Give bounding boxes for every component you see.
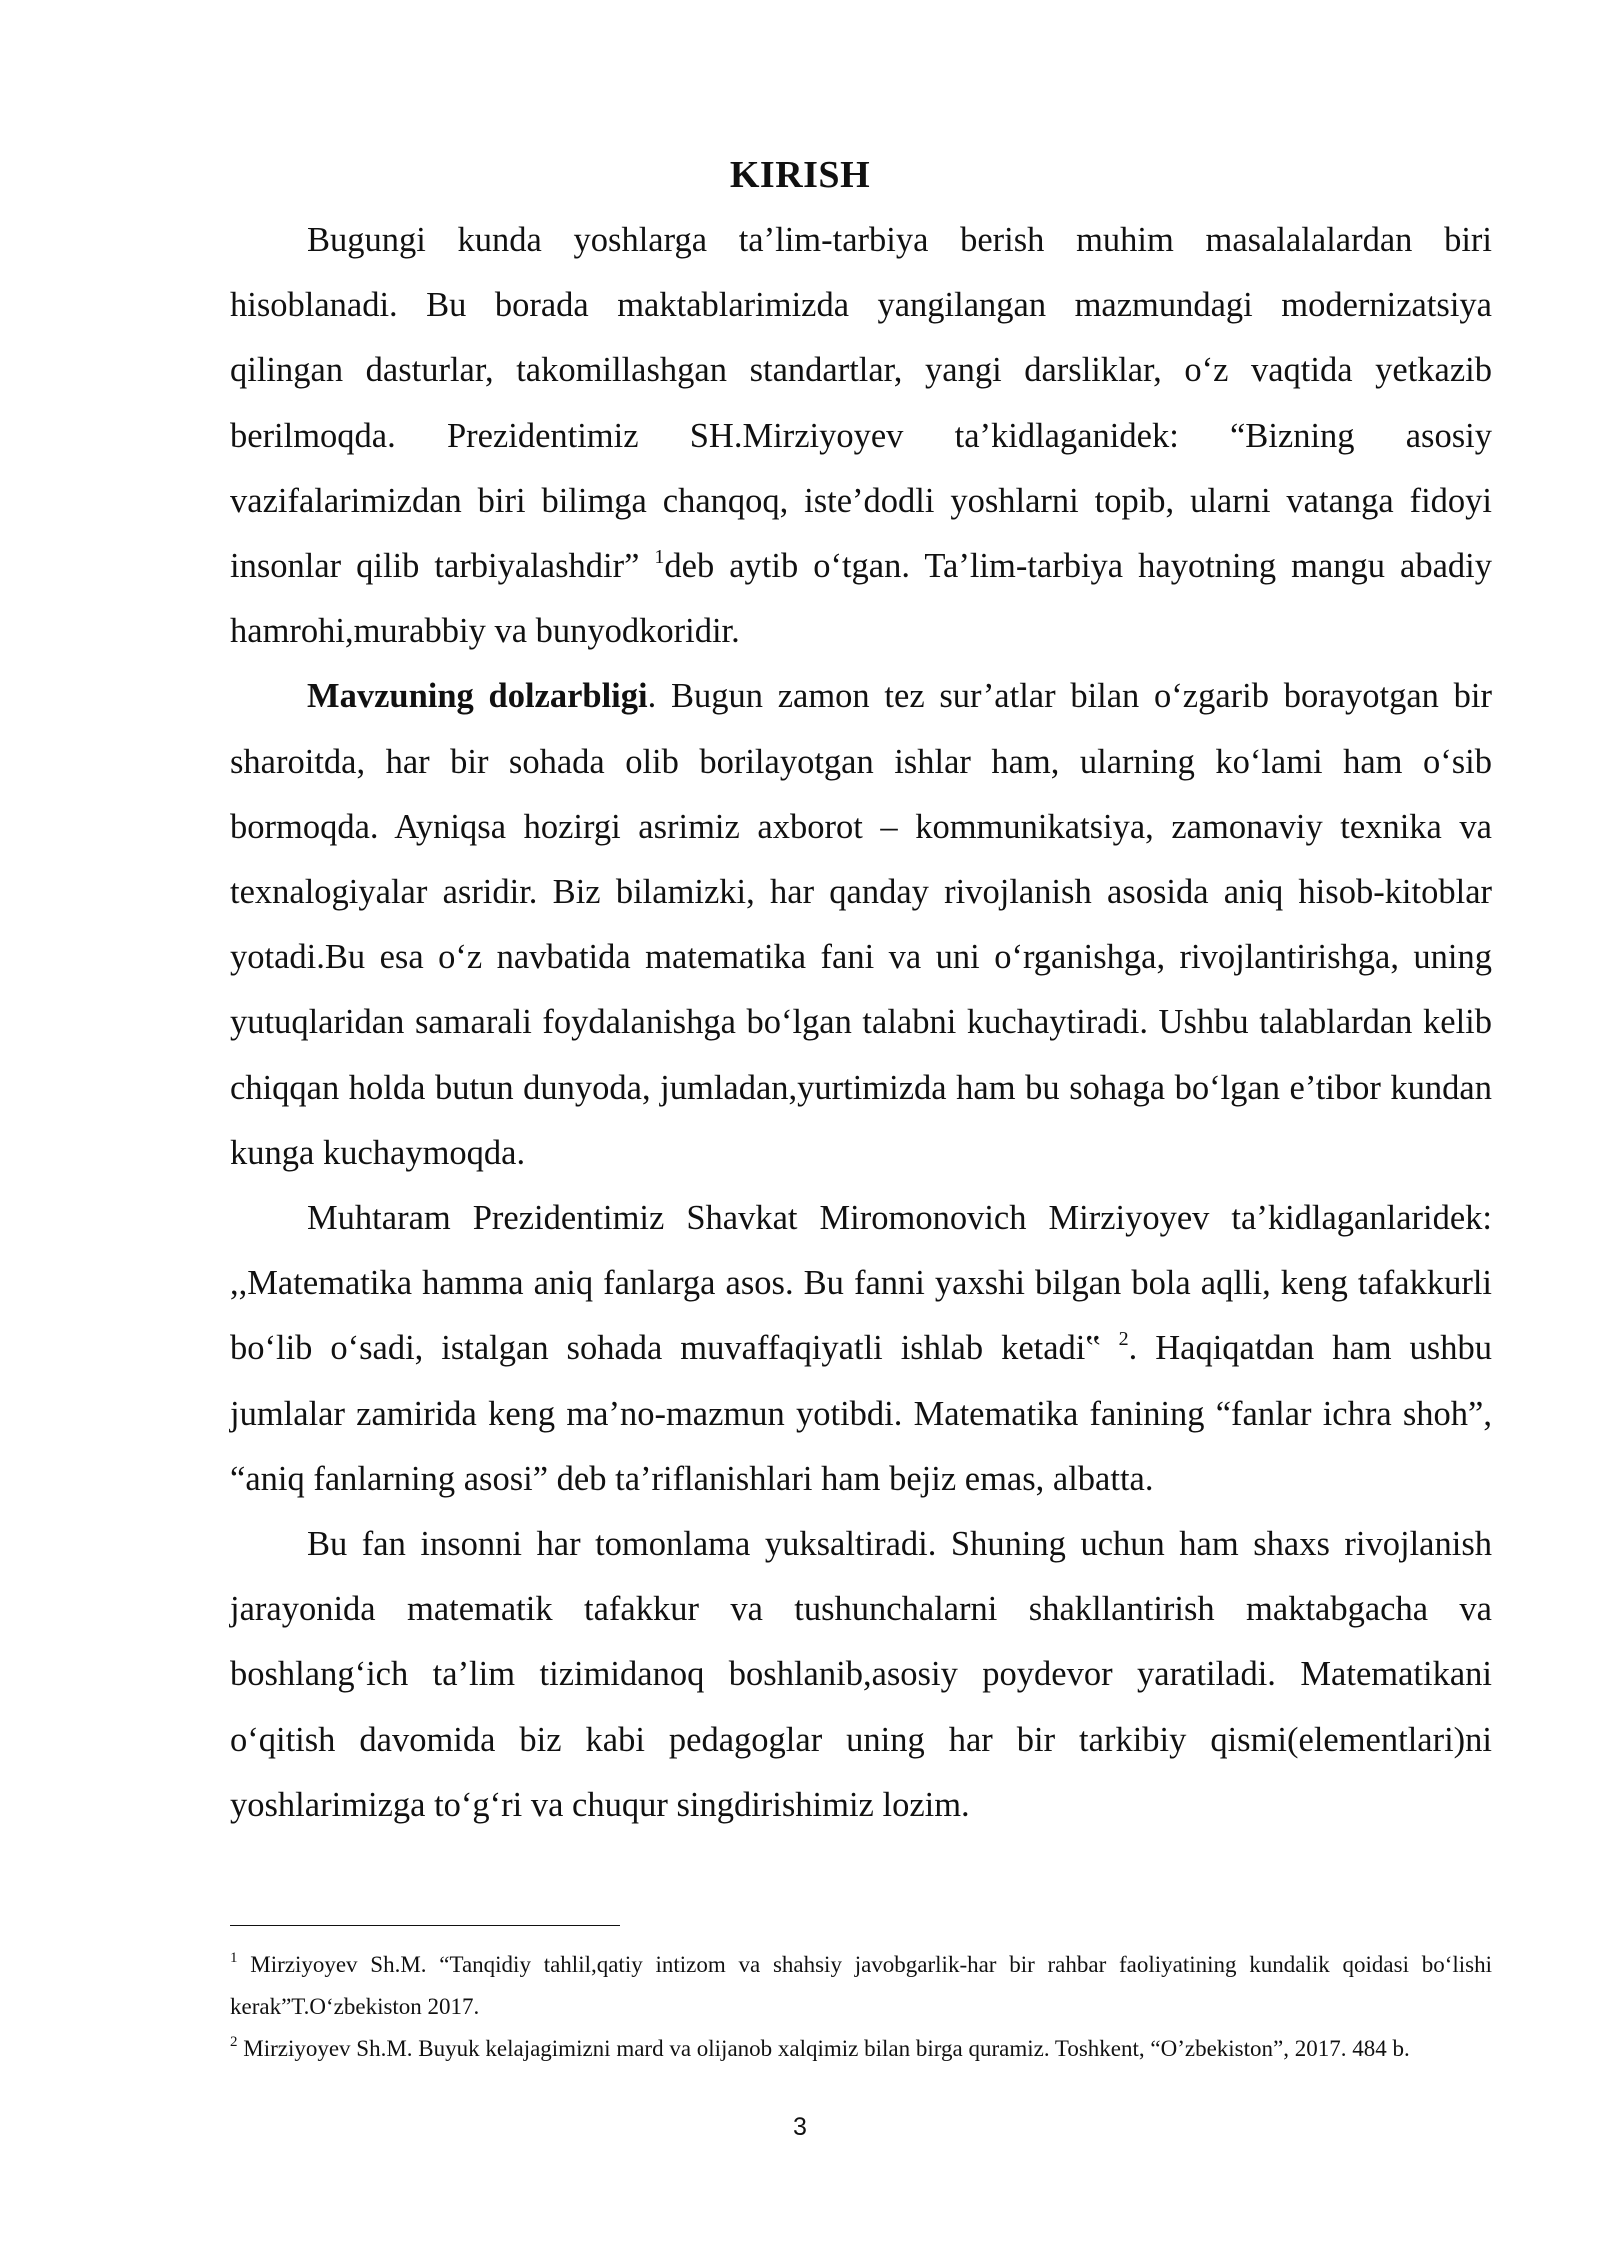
paragraph-text: Muhtaram Prezidentimiz Shavkat Miromonovich Mirziyoyev ta’kidlaganlaridek: ,,Matematika hamma aniq fanlarga asos. Bu fanni yaxshi bilgan bola aqlli, keng tafakkurli bo‘lib o‘sadi, istalgan sohada muvaffaqiyatli ishlab ketadi‟ xyxy=(230,1199,1492,1368)
footnote-text: Mirziyoyev Sh.M. “Tanqidiy tahlil,qatiy intizom va shahsiy javobgarlik-har bir rahbar faoliyatining kundalik qoidasi bo‘lishi kerak”T.O‘zbekiston 2017. xyxy=(230,1952,1492,2019)
footnote-reference[interactable]: 2 xyxy=(1118,1327,1129,1350)
footnote-separator xyxy=(230,1925,620,1926)
paragraph-text: Bu fan insonni har tomonlama yuksaltiradi. Shuning uchun ham shaxs rivojlanish jarayonida matematik tafakkur va tushunchalarni shakllantirish maktabgacha va boshlang‘ich ta’lim tizimidanoq boshlanib,asosiy poydevor yaratiladi. Matematikani o‘qitish davomida biz kabi pedagoglar uning har bir tarkibiy qismi(elementlari)ni yoshlarimizga to‘g‘ri va chuqur singdirishimiz lozim. xyxy=(230,1525,1492,1824)
paragraph-text: deb aytib o‘tgan. Ta’lim-tarbiya hayotning mangu abadiy hamrohi,murabbiy va bunyodkoridir. xyxy=(230,547,1492,651)
paragraph-text: . Haqiqatdan ham ushbu jumlalar zamirida keng ma’no-mazmun yotibdi. Matematika fanining “fanlar ichra shoh”, “aniq fanlarning asosi” deb ta’riflanishlari ham bejiz emas, albatta. xyxy=(230,1329,1492,1498)
footnote-text: Mirziyoyev Sh.M. Buyuk kelajagimizni mard va olijanob xalqimiz bilan birga quramiz. Toshkent, “O’zbekiston”, 2017. 484 b. xyxy=(237,2036,1410,2061)
paragraph-heading: Mavzuning dolzarbligi xyxy=(307,677,648,716)
footnote-reference[interactable]: 1 xyxy=(654,545,665,568)
footnote-item xyxy=(230,2032,1492,2066)
footnotes xyxy=(230,1944,1492,2070)
paragraph-conclusion xyxy=(230,1512,1492,1838)
paragraph-relevance xyxy=(230,664,1492,1186)
paragraph-text: Bugungi kunda yoshlarga ta’lim-tarbiya berish muhim masalalalardan biri hisoblanadi. Bu borada maktablarimizda yangilangan mazmundagi modernizatsiya qilingan dasturlar, takomillashgan standartlar, yangi darsliklar, o‘z vaqtida yetkazib berilmoqda. Prezidentimiz SH.Mirziyoyev ta’kidlaganidek: “Bizning asosiy vazifalarimizdan biri bilimga chanqoq, iste’dodli yoshlarni topib, ularni vatanga fidoyi insonlar qilib tarbiyalashdir” xyxy=(230,221,1492,586)
page-number: 3 xyxy=(793,2113,807,2141)
section-title: KIRISH xyxy=(729,154,871,196)
paragraph-text: . Bugun zamon tez sur’atlar bilan o‘zgarib borayotgan bir sharoitda, har bir sohada olib borilayotgan ishlar ham, ularning ko‘lami ham o‘sib bormoqda. Ayniqsa hozirgi asrimiz axborot – kommunikatsiya, zamonaviy texnika va texnalogiyalar asridir. Biz bilamizki, har qanday rivojlanish asosida aniq hisob-kitoblar yotadi.Bu esa o‘z navbatida matematika fani va uni o‘rganishga, rivojlantirishga, uning yutuqlaridan samarali foydalanishga bo‘lgan talabni kuchaytiradi. Ushbu talablardan kelib chiqqan holda butun dunyoda, jumladan,yurtimizda ham bu sohaga bo‘lgan e’tibor kundan kunga kuchaymoqda. xyxy=(230,677,1492,1172)
body-text xyxy=(230,208,1492,1838)
footnote-number: 1 xyxy=(230,1950,238,1967)
paragraph-intro xyxy=(230,208,1492,664)
footnote-item xyxy=(230,1944,1492,2028)
paragraph-president-quote xyxy=(230,1186,1492,1512)
footnote-number: 2 xyxy=(230,2034,238,2051)
